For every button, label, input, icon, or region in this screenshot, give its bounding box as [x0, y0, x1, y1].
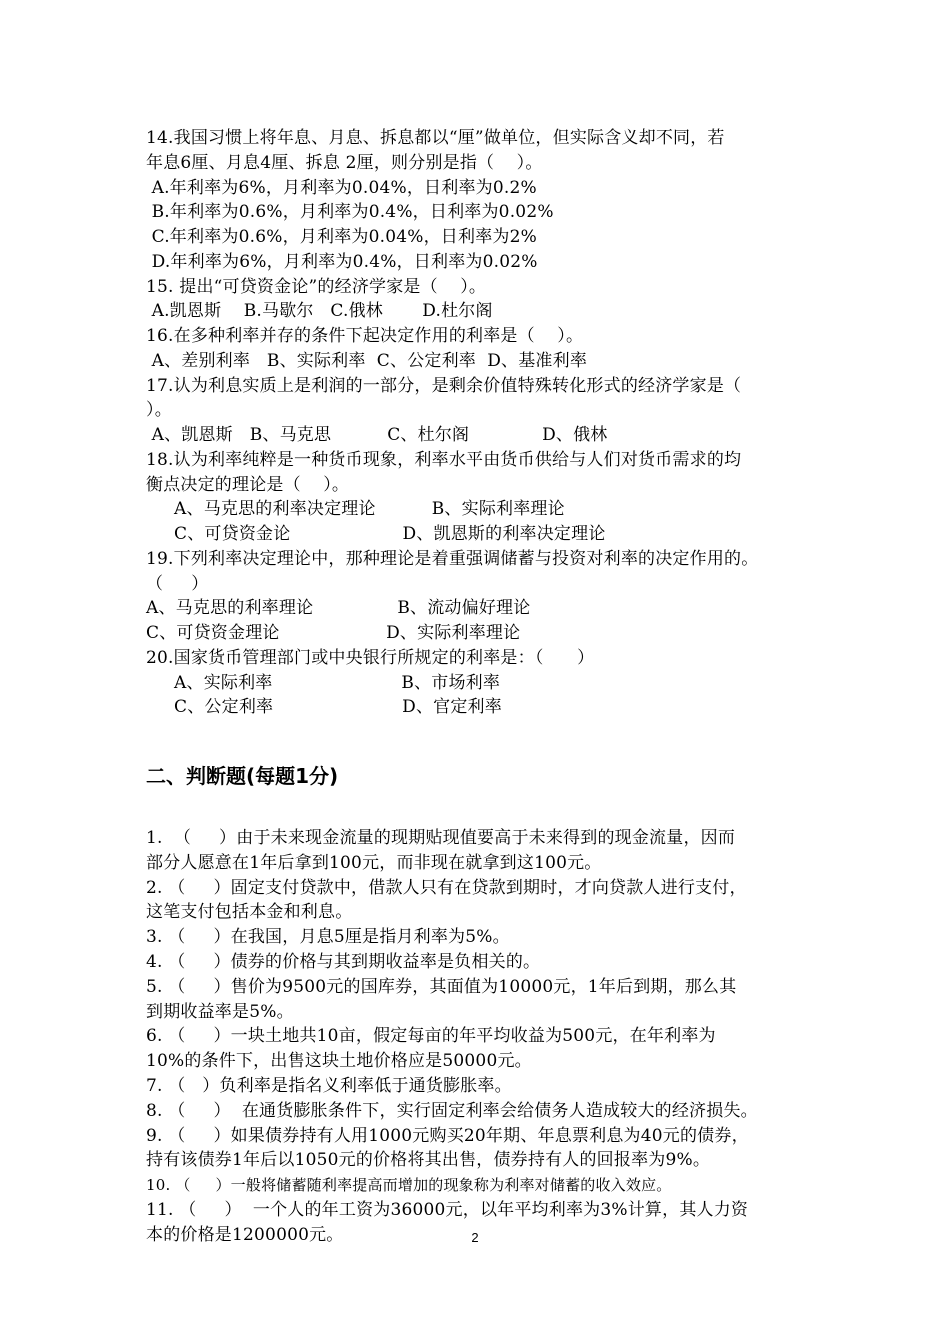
text-line: 本的价格是1200000元。 — [146, 1224, 344, 1245]
text-line: A.凯恩斯 B.马歇尔 C.俄林 D.杜尔阁 — [146, 301, 493, 322]
text-line: 年息6厘、月息4厘、拆息 2厘，则分别是指（ ）。 — [146, 152, 543, 173]
text-line: ）。 — [146, 400, 172, 421]
text-line: 7. （ ）负利率是指名义利率低于通货膨胀率。 — [146, 1076, 512, 1096]
text-line: C、可贷资金论 D、凯恩斯的利率决定理论 — [146, 524, 606, 544]
text-line: A、马克思的利率决定理论 B、实际利率理论 — [146, 499, 565, 520]
page-number: 2 — [471, 1230, 479, 1245]
text-line: 15. 提出“可贷资金论”的经济学家是（ ）。 — [146, 276, 487, 297]
text-line: B.年利率为0.6%，月利率为0.4%，日利率为0.02% — [146, 202, 554, 223]
text-line: A、实际利率 B、市场利率 — [146, 672, 501, 693]
text-line: 4. （ ）债券的价格与其到期收益率是负相关的。 — [146, 952, 541, 972]
text-line: 衡点决定的理论是（ ）。 — [146, 474, 350, 495]
text-line: C、公定利率 D、官定利率 — [146, 697, 502, 718]
text-line: （ ） — [146, 573, 209, 594]
text-line: A、凯恩斯 B、马克思 C、杜尔阁 D、俄林 — [146, 425, 608, 445]
text-line: 1. （ ）由于未来现金流量的现期贴现值要高于未来得到的现金流量，因而 — [146, 828, 736, 848]
text-line: 这笔支付包括本金和利息。 — [146, 902, 353, 923]
text-line: 5. （ ）售价为9500元的国库券，其面值为10000元，1年后到期，那么其 — [146, 976, 737, 997]
text-line: A.年利率为6%，月利率为0.04%，日利率为0.2% — [146, 177, 537, 198]
text-line: 到期收益率是5%。 — [146, 1001, 294, 1022]
text-line: D.年利率为6%，月利率为0.4%，日利率为0.02% — [146, 251, 538, 272]
text-line: 2. （ ）固定支付贷款中，借款人只有在贷款到期时，才向贷款人进行支付， — [146, 877, 747, 898]
text-line: 19.下列利率决定理论中，那种理论是着重强调储蓄与投资对利率的决定作用的。 — [146, 548, 759, 569]
text-line: C.年利率为0.6%，月利率为0.04%，日利率为2% — [146, 227, 537, 247]
text-line: 10. （ ）一般将储蓄随利率提高而增加的现象称为利率对储蓄的收入效应。 — [146, 1176, 672, 1195]
text-line: 持有该债券1年后以1050元的价格将其出售，债券持有人的回报率为9%。 — [146, 1150, 711, 1171]
text-line: 9. （ ）如果债券持有人用1000元购买20年期、年息票利息为40元的债券， — [146, 1125, 749, 1146]
text-line: A、差别利率 B、实际利率 C、公定利率 D、基准利率 — [146, 350, 588, 371]
text-line: 14.我国习惯上将年息、月息、拆息都以“厘”做单位，但实际含义却不同，若 — [146, 128, 725, 148]
text-line: 10%的条件下，出售这块土地价格应是50000元。 — [146, 1051, 532, 1072]
text-line: C、可贷资金理论 D、实际利率理论 — [146, 623, 521, 643]
text-line: 11. （ ） 一个人的年工资为36000元，以年平均利率为3%计算，其人力资 — [146, 1200, 749, 1220]
text-line: 3. （ ）在我国，月息5厘是指月利率为5%。 — [146, 927, 510, 948]
text-line: 部分人愿意在1年后拿到100元，而非现在就拿到这100元。 — [146, 852, 602, 873]
text-line: 20.国家货币管理部门或中央银行所规定的利率是：（ ） — [146, 647, 595, 668]
text-line: 16.在多种利率并存的条件下起决定作用的利率是（ ）。 — [146, 326, 584, 346]
text-line: 17.认为利息实质上是利润的一部分，是剩余价值特殊转化形式的经济学家是（ — [146, 375, 742, 396]
text-line: A、马克思的利率理论 B、流动偏好理论 — [146, 598, 531, 619]
text-line: 8. （ ） 在通货膨胀条件下，实行固定利率会给债务人造成较大的经济损失。 — [146, 1100, 758, 1121]
section-title: 二、判断题(每题1分) — [146, 764, 339, 788]
text-line: 6. （ ）一块土地共10亩，假定每亩的年平均收益为500元，在年利率为 — [146, 1026, 716, 1047]
text-line: 18.认为利率纯粹是一种货币现象，利率水平由货币供给与人们对货币需求的均 — [146, 449, 742, 470]
